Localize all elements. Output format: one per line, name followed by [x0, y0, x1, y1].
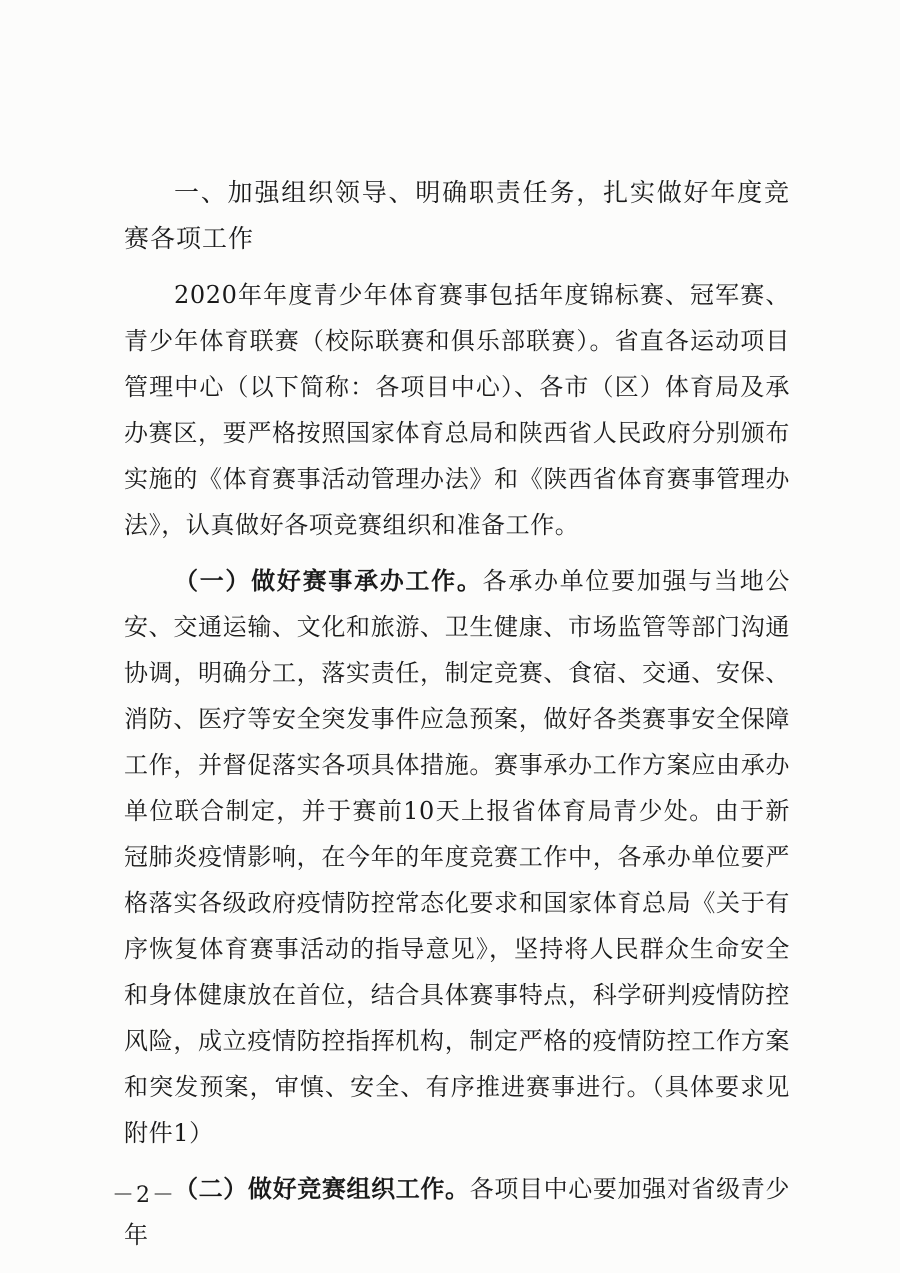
document-body [124, 170, 790, 1268]
paragraph-event-hosting-lead: （一）做好赛事承办工作。 [174, 567, 483, 595]
paragraph-competition-organization-lead: （二）做好竞赛组织工作。 [174, 1175, 470, 1203]
paragraph-intro-text: 2020年年度青少年体育赛事包括年度锦标赛、冠军赛、青少年体育联赛（校际联赛和俱乐部联赛）。省直各运动项目管理中心（以下简称：各项目中心）、各市（区）体育局及承办赛区，要严格按照国家体育总局和陕西省人民政府分别颁布实施的《体育赛事活动管理办法》和《陕西省体育赛事管理办法》，认真做好各项竞赛组织和准备工作。 [124, 281, 790, 539]
paragraph-event-hosting [124, 558, 790, 1156]
page-number: －2－ [112, 1183, 176, 1208]
paragraph-competition-organization-text: 各项目中心要加强对省级青少年 [124, 1175, 790, 1249]
paragraph-intro [124, 272, 790, 548]
paragraph-competition-organization [124, 1166, 790, 1258]
paragraph-event-hosting-text: 各承办单位要加强与当地公安、交通运输、文化和旅游、卫生健康、市场监管等部门沟通协调，明确分工，落实责任，制定竞赛、食宿、交通、安保、消防、医疗等安全突发事件应急预案，做好各类赛事安全保障工作，并督促落实各项具体措施。赛事承办工作方案应由承办单位联合制定，并于赛前10天上报省体育局青少处。由于新冠肺炎疫情影响，在今年的年度竞赛工作中，各承办单位要严格落实各级政府疫情防控常态化要求和国家体育总局《关于有序恢复体育赛事活动的指导意见》，坚持将人民群众生命安全和身体健康放在首位，结合具体赛事特点，科学研判疫情防控风险，成立疫情防控指挥机构，制定严格的疫情防控工作方案和突发预案，审慎、安全、有序推进赛事进行。（具体要求见附件1） [124, 567, 791, 1147]
section-heading: 一、加强组织领导、明确职责任务，扎实做好年度竞赛各项工作 [124, 178, 790, 253]
